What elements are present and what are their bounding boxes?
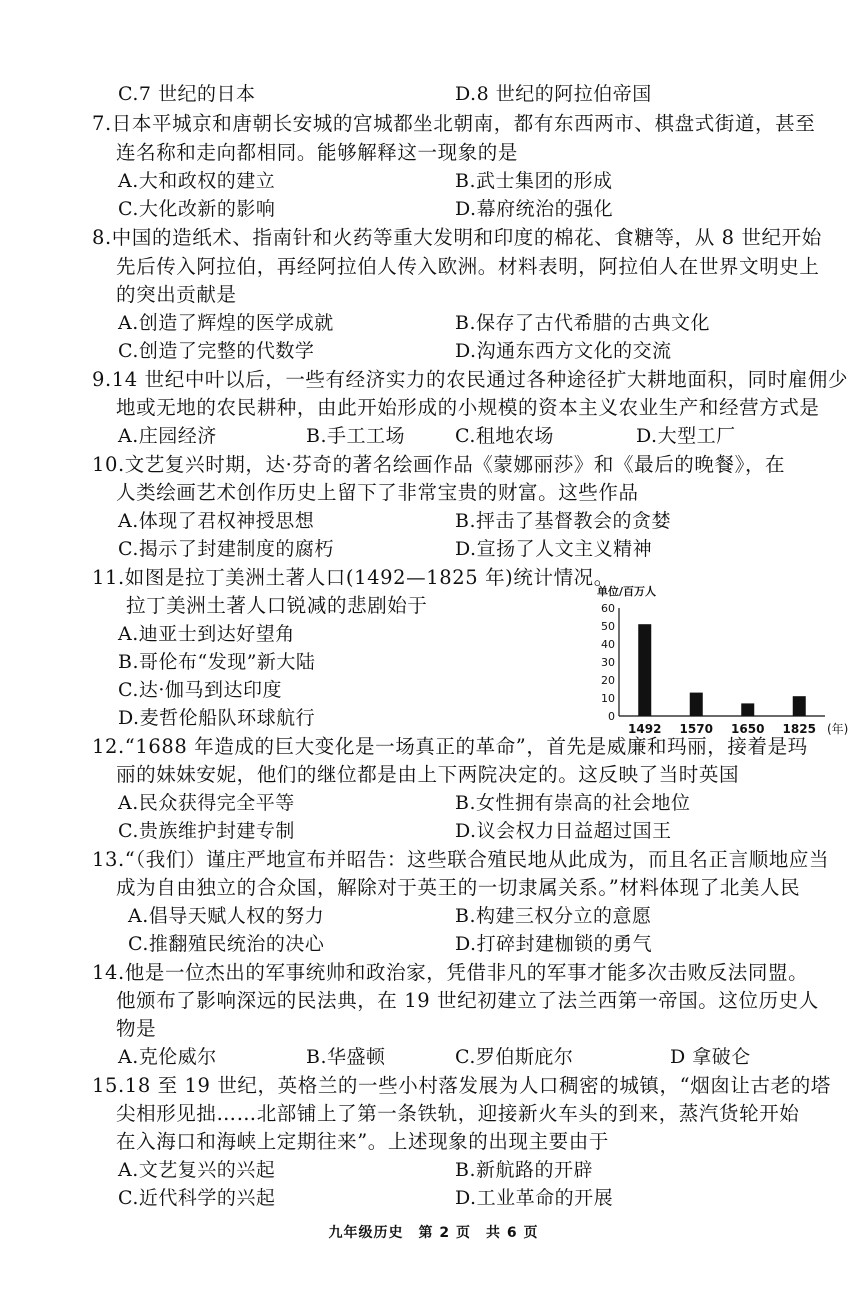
- q11-option-a: A.迪亚士到达好望角: [118, 623, 295, 645]
- x-tick-label: 1492: [628, 722, 662, 736]
- q7-stem-line-1: 7.日本平城京和唐朝长安城的宫城都坐北朝南，都有东西两市、棋盘式街道，甚至: [92, 112, 816, 135]
- page-footer: 九年级历史 第 2 页 共 6 页: [328, 1225, 539, 1241]
- q9-option-c: C.租地农场: [455, 425, 554, 447]
- q10-stem-line-1: 10.文艺复兴时期，达·芬奇的著名绘画作品《蒙娜丽莎》和《最后的晚餐》，在: [92, 453, 786, 476]
- bar-1570: [690, 693, 703, 716]
- x-tick-label: 1825: [782, 722, 816, 736]
- q12-stem-line-1: 12.“1688 年造成的巨大变化是一场真正的革命”，首先是威廉和玛丽，接着是玛: [92, 735, 808, 758]
- q13-option-c: C.推翻殖民统治的决心: [128, 933, 325, 955]
- chart-ylabel: 单位/百万人: [597, 585, 657, 598]
- chart-bars: [638, 624, 806, 716]
- q12-option-b: B.女性拥有崇高的社会地位: [455, 792, 691, 814]
- q13-option-d: D.打碎封建枷锁的勇气: [455, 933, 653, 955]
- q15-stem-line-3: 在入海口和海峡上定期往来”。上述现象的出现主要由于: [116, 1130, 609, 1153]
- y-tick-label: 20: [601, 674, 615, 687]
- q11-stem-line-2: 拉丁美洲土著人口锐减的悲剧始于: [126, 594, 428, 617]
- q14-stem-line-1: 14.他是一位杰出的军事统帅和政治家，凭借非凡的军事才能多次击败反法同盟。: [92, 961, 809, 984]
- q7-option-b: B.武士集团的形成: [455, 170, 613, 192]
- q10-option-b: B.抨击了基督教会的贪婪: [455, 510, 672, 532]
- x-tick-label: 1570: [679, 722, 713, 736]
- q13-stem-line-2: 成为自由独立的合众国，解除对于英王的一切隶属关系。”材料体现了北美人民: [116, 876, 801, 899]
- q8-option-a: A.创造了辉煌的医学成就: [118, 312, 334, 334]
- q9-option-a: A.庄园经济: [118, 425, 217, 447]
- q14-option-d: D 拿破仑: [670, 1046, 751, 1068]
- q14-stem-line-2: 他颁布了影响深远的民法典，在 19 世纪初建立了法兰西第一帝国。这位历史人: [116, 989, 819, 1012]
- q13-option-b: B.构建三权分立的意愿: [455, 905, 652, 927]
- q7-stem-line-2: 连名称和走向都相同。能够解释这一现象的是: [116, 141, 519, 164]
- q11-stem-line-1: 11.如图是拉丁美洲土著人口(1492—1825 年)统计情况。: [92, 566, 614, 589]
- q10-option-c: C.揭示了封建制度的腐朽: [118, 538, 334, 560]
- q11-option-c: C.达·伽马到达印度: [118, 679, 282, 701]
- q11-option-b: B.哥伦布“发现”新大陆: [118, 651, 316, 673]
- y-tick-label: 10: [601, 692, 615, 705]
- q7-option-d: D.幕府统治的强化: [455, 198, 614, 220]
- q15-option-a: A.文艺复兴的兴起: [118, 1159, 276, 1181]
- y-tick-label: 50: [601, 620, 615, 633]
- q6-option-d: D.8 世纪的阿拉伯帝国: [455, 83, 652, 105]
- q12-option-a: A.民众获得完全平等: [118, 792, 295, 814]
- q10-option-a: A.体现了君权神授思想: [118, 510, 315, 532]
- q13-option-a: A.倡导天赋人权的努力: [128, 905, 325, 927]
- chart-y-axis-ticks: [601, 602, 615, 723]
- q14-option-a: A.克伦威尔: [118, 1046, 217, 1068]
- q12-option-c: C.贵族维护封建专制: [118, 820, 295, 842]
- q12-option-d: D.议会权力日益超过国王: [455, 820, 672, 842]
- q6-option-c: C.7 世纪的日本: [118, 83, 256, 105]
- q7-option-a: A.大和政权的建立: [118, 170, 276, 192]
- y-tick-label: 40: [601, 638, 615, 651]
- q8-option-d: D.沟通东西方文化的交流: [455, 340, 672, 362]
- q15-stem-line-2: 尖相形见拙……北部铺上了第一条铁轨，迎接新火车头的到来，蒸汽货轮开始: [116, 1102, 800, 1125]
- chart-x-unit: (年): [827, 722, 849, 736]
- q11-option-d: D.麦哲伦船队环球航行: [118, 707, 316, 729]
- q8-stem-line-3: 的突出贡献是: [116, 283, 237, 306]
- bar-1650: [741, 703, 754, 716]
- q14-option-c: C.罗伯斯庇尔: [455, 1046, 574, 1068]
- q7-option-c: C.大化改新的影响: [118, 198, 276, 220]
- q9-stem-line-1: 9.14 世纪中叶以后，一些有经济实力的农民通过各种途径扩大耕地面积，同时雇佣少: [92, 368, 849, 391]
- y-tick-label: 60: [601, 602, 615, 615]
- y-tick-label: 30: [601, 656, 615, 669]
- q14-stem-line-3: 物是: [116, 1017, 157, 1040]
- q13-stem-line-1: 13.“（我们）谨庄严地宣布并昭告：这些联合殖民地从此成为，而且名正言顺地应当: [92, 848, 830, 871]
- bar-1492: [638, 624, 651, 716]
- q15-option-b: B.新航路的开辟: [455, 1159, 594, 1181]
- q8-option-b: B.保存了古代希腊的古典文化: [455, 312, 711, 334]
- q8-option-c: C.创造了完整的代数学: [118, 340, 315, 362]
- q15-option-c: C.近代科学的兴起: [118, 1187, 276, 1209]
- q9-option-b: B.手工工场: [306, 425, 406, 447]
- q12-stem-line-2: 丽的妹妹安妮，他们的继位都是由上下两院决定的。这反映了当时英国: [116, 763, 740, 786]
- q10-option-d: D.宣扬了人文主义精神: [455, 538, 653, 560]
- q15-option-d: D.工业革命的开展: [455, 1187, 614, 1209]
- q9-option-d: D.大型工厂: [636, 425, 736, 447]
- q10-stem-line-2: 人类绘画艺术创作历史上留下了非常宝贵的财富。这些作品: [116, 481, 639, 504]
- bar-1825: [793, 696, 806, 716]
- q15-stem-line-1: 15.18 至 19 世纪，英格兰的一些小村落发展为人口稠密的城镇，“烟囱让古老的塔: [92, 1074, 831, 1097]
- q9-stem-line-2: 地或无地的农民耕种，由此开始形成的小规模的资本主义农业生产和经营方式是: [116, 396, 820, 419]
- q14-option-b: B.华盛顿: [306, 1046, 386, 1068]
- x-tick-label: 1650: [731, 722, 765, 736]
- population-bar-chart: [595, 582, 860, 740]
- q8-stem-line-1: 8.中国的造纸术、指南针和火药等重大发明和印度的棉花、食糖等，从 8 世纪开始: [92, 226, 822, 249]
- y-tick-label: 0: [608, 710, 615, 723]
- q8-stem-line-2: 先后传入阿拉伯，再经阿拉伯人传入欧洲。材料表明，阿拉伯人在世界文明史上: [116, 255, 820, 278]
